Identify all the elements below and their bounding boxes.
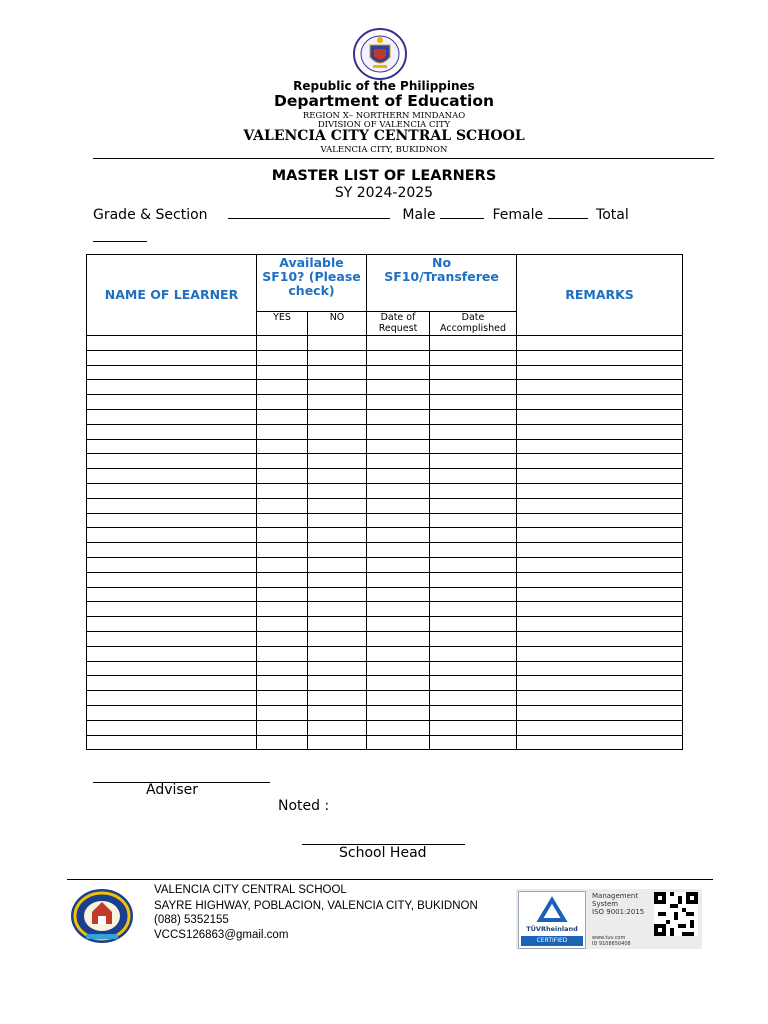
table-row — [87, 572, 683, 587]
date-request-cell[interactable] — [367, 543, 430, 558]
date-request-cell[interactable] — [367, 336, 430, 351]
grade-section-label: Grade & Section — [93, 207, 208, 223]
remarks-cell[interactable] — [517, 602, 683, 617]
remarks-cell[interactable] — [517, 409, 683, 424]
name-cell[interactable] — [87, 587, 257, 602]
remarks-cell[interactable] — [517, 469, 683, 484]
deped-seal-logo — [352, 27, 408, 81]
name-cell[interactable] — [87, 380, 257, 395]
date-accomplished-cell[interactable] — [430, 528, 517, 543]
date-request-cell[interactable] — [367, 528, 430, 543]
remarks-cell[interactable] — [517, 424, 683, 439]
sf10-yes-cell[interactable] — [257, 424, 308, 439]
header-divider — [93, 158, 714, 159]
date-request-cell[interactable] — [367, 483, 430, 498]
iso-certification-badge — [516, 889, 702, 949]
date-request-cell[interactable] — [367, 572, 430, 587]
school-head-label: School Head — [339, 845, 427, 861]
cert-line-3: ISO 9001:2015 — [592, 908, 645, 916]
date-accomplished-cell[interactable] — [430, 691, 517, 706]
name-cell[interactable] — [87, 439, 257, 454]
sf10-no-cell[interactable] — [308, 409, 367, 424]
sf10-no-cell[interactable] — [308, 528, 367, 543]
cert-id-text — [592, 935, 631, 947]
name-cell[interactable] — [87, 661, 257, 676]
date-request-cell[interactable] — [367, 676, 430, 691]
sf10-yes-cell[interactable] — [257, 513, 308, 528]
name-cell[interactable] — [87, 409, 257, 424]
remarks-cell[interactable] — [517, 528, 683, 543]
no-subheader: NO — [308, 312, 367, 336]
sf10-yes-cell[interactable] — [257, 454, 308, 469]
table-row — [87, 454, 683, 469]
sf10-no-cell[interactable] — [308, 631, 367, 646]
sf10-yes-cell[interactable] — [257, 691, 308, 706]
sf10-no-cell[interactable] — [308, 395, 367, 410]
sf10-no-cell[interactable] — [308, 572, 367, 587]
table-row — [87, 483, 683, 498]
table-row — [87, 646, 683, 661]
name-cell[interactable] — [87, 543, 257, 558]
date-accomplished-cell[interactable] — [430, 483, 517, 498]
footer-school-name: VALENCIA CITY CENTRAL SCHOOL — [154, 884, 347, 896]
date-request-cell[interactable] — [367, 661, 430, 676]
grade-section-line — [93, 203, 693, 249]
date-accomplished-cell[interactable] — [430, 469, 517, 484]
table-row — [87, 513, 683, 528]
male-blank[interactable] — [440, 203, 484, 219]
remarks-header: REMARKS — [517, 255, 683, 336]
date-request-cell[interactable] — [367, 557, 430, 572]
remarks-cell[interactable] — [517, 350, 683, 365]
date-request-cell[interactable] — [367, 646, 430, 661]
sf10-yes-cell[interactable] — [257, 676, 308, 691]
date-accomplished-cell[interactable] — [430, 617, 517, 632]
sf10-no-cell[interactable] — [308, 691, 367, 706]
certified-band: CERTIFIED — [521, 936, 583, 946]
sf10-yes-cell[interactable] — [257, 705, 308, 720]
name-cell[interactable] — [87, 528, 257, 543]
cert-line-2: System — [592, 900, 619, 908]
name-of-learner-header: NAME OF LEARNER — [87, 255, 257, 336]
sf10-no-cell[interactable] — [308, 454, 367, 469]
sf10-no-cell[interactable] — [308, 646, 367, 661]
learner-table — [86, 254, 683, 750]
sf10-no-cell[interactable] — [308, 720, 367, 735]
date-request-cell[interactable] — [367, 454, 430, 469]
date-accomplished-cell[interactable] — [430, 676, 517, 691]
date-accomplished-cell[interactable] — [430, 380, 517, 395]
sf10-yes-cell[interactable] — [257, 720, 308, 735]
date-request-cell[interactable] — [367, 365, 430, 380]
table-row — [87, 587, 683, 602]
remarks-cell[interactable] — [517, 617, 683, 632]
sf10-no-cell[interactable] — [308, 350, 367, 365]
date-request-cell[interactable] — [367, 720, 430, 735]
date-accomplished-cell[interactable] — [430, 365, 517, 380]
table-row — [87, 602, 683, 617]
remarks-cell[interactable] — [517, 365, 683, 380]
sf10-no-cell[interactable] — [308, 705, 367, 720]
no-sf10-transferee-header: No SF10/Transferee — [367, 255, 517, 312]
date-request-cell[interactable] — [367, 513, 430, 528]
sf10-yes-cell[interactable] — [257, 631, 308, 646]
remarks-cell[interactable] — [517, 735, 683, 750]
remarks-cell[interactable] — [517, 395, 683, 410]
name-cell[interactable] — [87, 469, 257, 484]
tuv-logo — [518, 891, 586, 949]
table-row — [87, 661, 683, 676]
name-cell[interactable] — [87, 483, 257, 498]
sf10-yes-cell[interactable] — [257, 646, 308, 661]
name-cell[interactable] — [87, 602, 257, 617]
name-cell[interactable] — [87, 691, 257, 706]
date-request-cell[interactable] — [367, 602, 430, 617]
sf10-yes-cell[interactable] — [257, 498, 308, 513]
footer-address: SAYRE HIGHWAY, POBLACION, VALENCIA CITY, BUKIDNON — [154, 900, 478, 912]
date-accomplished-cell[interactable] — [430, 646, 517, 661]
name-cell[interactable] — [87, 617, 257, 632]
sf10-yes-cell[interactable] — [257, 543, 308, 558]
name-cell[interactable] — [87, 676, 257, 691]
document-title: MASTER LIST OF LEARNERS — [271, 168, 497, 184]
remarks-cell[interactable] — [517, 676, 683, 691]
date-request-cell[interactable] — [367, 691, 430, 706]
date-accomplished-cell[interactable] — [430, 602, 517, 617]
sf10-yes-cell[interactable] — [257, 469, 308, 484]
date-accomplished-cell[interactable] — [430, 587, 517, 602]
date-accomplished-cell[interactable] — [430, 336, 517, 351]
date-accomplished-subheader: Date Accomplished — [430, 312, 517, 336]
sf10-yes-cell[interactable] — [257, 587, 308, 602]
name-cell[interactable] — [87, 705, 257, 720]
adviser-label: Adviser — [146, 782, 199, 798]
sf10-yes-cell[interactable] — [257, 617, 308, 632]
date-request-cell[interactable] — [367, 409, 430, 424]
male-label: Male — [402, 207, 436, 223]
sf10-yes-cell[interactable] — [257, 735, 308, 750]
remarks-cell[interactable] — [517, 587, 683, 602]
remarks-cell[interactable] — [517, 646, 683, 661]
female-label: Female — [492, 207, 544, 223]
yes-subheader: YES — [257, 312, 308, 336]
sf10-yes-cell[interactable] — [257, 572, 308, 587]
region-text: REGION X– NORTHERN MINDANAO — [302, 111, 466, 121]
table-row — [87, 543, 683, 558]
sf10-yes-cell[interactable] — [257, 661, 308, 676]
name-cell[interactable] — [87, 350, 257, 365]
date-accomplished-cell[interactable] — [430, 439, 517, 454]
remarks-cell[interactable] — [517, 572, 683, 587]
sf10-no-cell[interactable] — [308, 380, 367, 395]
noted-label: Noted : — [278, 798, 330, 814]
sf10-no-cell[interactable] — [308, 513, 367, 528]
sf10-no-cell[interactable] — [308, 617, 367, 632]
date-request-cell[interactable] — [367, 380, 430, 395]
sf10-no-cell[interactable] — [308, 469, 367, 484]
date-accomplished-cell[interactable] — [430, 498, 517, 513]
sf10-no-cell[interactable] — [308, 365, 367, 380]
name-cell[interactable] — [87, 454, 257, 469]
sf10-yes-cell[interactable] — [257, 483, 308, 498]
remarks-cell[interactable] — [517, 691, 683, 706]
school-address-text: VALENCIA CITY, BUKIDNON — [320, 145, 448, 155]
remarks-cell[interactable] — [517, 720, 683, 735]
remarks-cell[interactable] — [517, 380, 683, 395]
date-request-cell[interactable] — [367, 631, 430, 646]
date-accomplished-cell[interactable] — [430, 735, 517, 750]
table-row — [87, 557, 683, 572]
date-request-cell[interactable] — [367, 424, 430, 439]
female-blank[interactable] — [548, 203, 588, 219]
name-cell[interactable] — [87, 336, 257, 351]
sf10-yes-cell[interactable] — [257, 602, 308, 617]
sf10-yes-cell[interactable] — [257, 380, 308, 395]
school-name-heading: VALENCIA CITY CENTRAL SCHOOL — [243, 128, 525, 144]
date-request-cell[interactable] — [367, 705, 430, 720]
remarks-cell[interactable] — [517, 439, 683, 454]
name-cell[interactable] — [87, 365, 257, 380]
date-request-cell[interactable] — [367, 350, 430, 365]
republic-heading: Republic of the Philippines — [293, 79, 475, 93]
sf10-yes-cell[interactable] — [257, 350, 308, 365]
table-row — [87, 676, 683, 691]
date-accomplished-cell[interactable] — [430, 661, 517, 676]
date-accomplished-cell[interactable] — [430, 409, 517, 424]
date-accomplished-cell[interactable] — [430, 424, 517, 439]
date-accomplished-cell[interactable] — [430, 631, 517, 646]
table-row — [87, 395, 683, 410]
sf10-yes-cell[interactable] — [257, 395, 308, 410]
sf10-no-cell[interactable] — [308, 483, 367, 498]
table-row — [87, 409, 683, 424]
sf10-yes-cell[interactable] — [257, 528, 308, 543]
date-request-cell[interactable] — [367, 587, 430, 602]
sf10-no-cell[interactable] — [308, 735, 367, 750]
footer-email[interactable]: VCCS126863@gmail.com — [154, 929, 289, 941]
date-request-cell[interactable] — [367, 735, 430, 750]
table-row — [87, 631, 683, 646]
date-accomplished-cell[interactable] — [430, 395, 517, 410]
date-request-cell[interactable] — [367, 469, 430, 484]
name-cell[interactable] — [87, 646, 257, 661]
remarks-cell[interactable] — [517, 705, 683, 720]
sf10-yes-cell[interactable] — [257, 409, 308, 424]
name-cell[interactable] — [87, 572, 257, 587]
table-row — [87, 439, 683, 454]
remarks-cell[interactable] — [517, 543, 683, 558]
date-accomplished-cell[interactable] — [430, 350, 517, 365]
sf10-no-cell[interactable] — [308, 543, 367, 558]
management-system-text — [592, 892, 644, 916]
date-request-cell[interactable] — [367, 617, 430, 632]
sf10-no-cell[interactable] — [308, 424, 367, 439]
date-accomplished-cell[interactable] — [430, 720, 517, 735]
sf10-no-cell[interactable] — [308, 602, 367, 617]
table-row — [87, 336, 683, 351]
table-row — [87, 735, 683, 750]
cert-site: www.tuv.com — [592, 935, 626, 941]
date-request-cell[interactable] — [367, 498, 430, 513]
remarks-cell[interactable] — [517, 483, 683, 498]
total-blank[interactable] — [93, 226, 147, 242]
available-sf10-header: Available SF10? (Please check) — [257, 255, 367, 312]
table-row — [87, 528, 683, 543]
total-label: Total — [596, 207, 629, 223]
table-row — [87, 365, 683, 380]
table-row — [87, 705, 683, 720]
sf10-yes-cell[interactable] — [257, 439, 308, 454]
footer-divider — [67, 879, 713, 880]
table-row — [87, 350, 683, 365]
name-cell[interactable] — [87, 498, 257, 513]
cert-line-1: Management — [592, 892, 639, 900]
sf10-no-cell[interactable] — [308, 557, 367, 572]
date-request-cell[interactable] — [367, 395, 430, 410]
date-request-cell[interactable] — [367, 439, 430, 454]
sf10-yes-cell[interactable] — [257, 557, 308, 572]
sf10-no-cell[interactable] — [308, 587, 367, 602]
footer-phone: (088) 5352155 — [154, 914, 229, 926]
table-row — [87, 617, 683, 632]
school-year: SY 2024-2025 — [334, 185, 434, 201]
name-cell[interactable] — [87, 720, 257, 735]
table-row — [87, 498, 683, 513]
qr-code-icon — [654, 892, 698, 936]
name-cell[interactable] — [87, 631, 257, 646]
date-accomplished-cell[interactable] — [430, 557, 517, 572]
date-accomplished-cell[interactable] — [430, 705, 517, 720]
table-row — [87, 424, 683, 439]
name-cell[interactable] — [87, 424, 257, 439]
date-accomplished-cell[interactable] — [430, 543, 517, 558]
sf10-yes-cell[interactable] — [257, 336, 308, 351]
name-cell[interactable] — [87, 395, 257, 410]
division-text: DIVISION OF VALENCIA CITY — [317, 120, 451, 130]
remarks-cell[interactable] — [517, 336, 683, 351]
date-accomplished-cell[interactable] — [430, 513, 517, 528]
remarks-cell[interactable] — [517, 631, 683, 646]
sf10-no-cell[interactable] — [308, 336, 367, 351]
cert-id: ID 9108650408 — [592, 941, 631, 947]
date-accomplished-cell[interactable] — [430, 572, 517, 587]
table-row — [87, 380, 683, 395]
table-row — [87, 691, 683, 706]
sf10-no-cell[interactable] — [308, 439, 367, 454]
tuv-brand-text: TÜVRheinland — [526, 925, 578, 933]
remarks-cell[interactable] — [517, 557, 683, 572]
school-seal-logo — [70, 888, 134, 944]
date-of-request-subheader: Date of Request — [367, 312, 430, 336]
name-cell[interactable] — [87, 557, 257, 572]
remarks-cell[interactable] — [517, 661, 683, 676]
table-row — [87, 469, 683, 484]
sf10-no-cell[interactable] — [308, 498, 367, 513]
sf10-yes-cell[interactable] — [257, 365, 308, 380]
name-cell[interactable] — [87, 513, 257, 528]
sf10-no-cell[interactable] — [308, 676, 367, 691]
table-row — [87, 720, 683, 735]
sf10-no-cell[interactable] — [308, 661, 367, 676]
remarks-cell[interactable] — [517, 498, 683, 513]
name-cell[interactable] — [87, 735, 257, 750]
date-accomplished-cell[interactable] — [430, 454, 517, 469]
department-heading: Department of Education — [273, 92, 495, 110]
grade-section-blank[interactable] — [228, 203, 390, 219]
remarks-cell[interactable] — [517, 454, 683, 469]
remarks-cell[interactable] — [517, 513, 683, 528]
